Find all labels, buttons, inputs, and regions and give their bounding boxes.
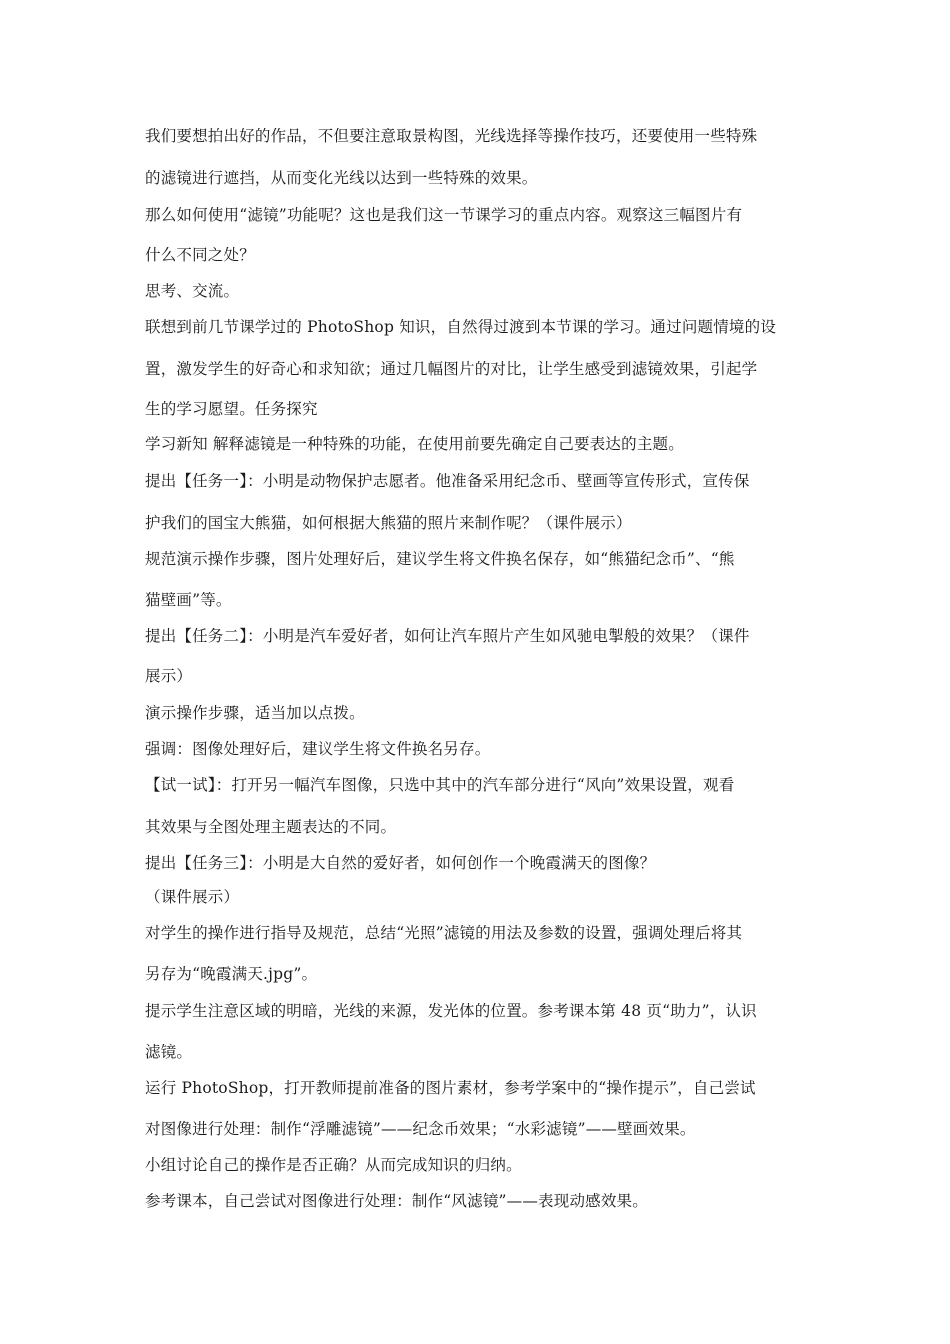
text-line: 提示学生注意区域的明暗，光线的来源，发光体的位置。参考课本第 48 页“助力”，认识 xyxy=(145,1002,757,1020)
text-line: 的滤镜进行遮挡，从而变化光线以达到一些特殊的效果。 xyxy=(145,169,538,187)
text-line: 思考、交流。 xyxy=(145,282,240,300)
text-line: 提出【任务一】：小明是动物保护志愿者。他准备采用纪念币、壁画等宣传形式，宣传保 xyxy=(145,472,750,490)
text-line: 猫壁画”等。 xyxy=(145,591,232,609)
text-line: 参考课本，自己尝试对图像进行处理：制作“风滤镜”——表现动感效果。 xyxy=(145,1192,648,1210)
text-line: 运行 PhotoShop，打开教师提前准备的图片素材，参考学案中的“操作提示”，自己尝试 xyxy=(145,1079,756,1097)
text-line: 联想到前几节课学过的 PhotoShop 知识，自然得过渡到本节课的学习。通过问题情境的设 xyxy=(145,318,777,336)
text-line: 那么如何使用“滤镜”功能呢？这也是我们这一节课学习的重点内容。观察这三幅图片有 xyxy=(145,206,743,224)
text-line: 其效果与全图处理主题表达的不同。 xyxy=(145,818,397,836)
text-line: （课件展示） xyxy=(145,888,240,906)
text-line: 强调：图像处理好后，建议学生将文件换名另存。 xyxy=(145,740,491,758)
text-line: 规范演示操作步骤，图片处理好后，建议学生将文件换名保存，如“熊猫纪念币”、“熊 xyxy=(145,550,735,568)
text-line: 另存为“晚霞满天.jpg”。 xyxy=(145,965,318,983)
text-line: 【试一试】：打开另一幅汽车图像，只选中其中的汽车部分进行“风向”效果设置，观看 xyxy=(145,776,735,794)
text-line: 护我们的国宝大熊猫，如何根据大熊猫的照片来制作呢？（课件展示） xyxy=(145,514,632,532)
text-line: 生的学习愿望。任务探究 xyxy=(145,400,318,418)
text-line: 对图像进行处理：制作“浮雕滤镜”——纪念币效果；“水彩滤镜”——壁画效果。 xyxy=(145,1120,696,1138)
text-line: 滤镜。 xyxy=(145,1043,193,1061)
text-line: 什么不同之处？ xyxy=(145,246,255,264)
text-line: 展示） xyxy=(145,667,193,685)
text-line: 对学生的操作进行指导及规范，总结“光照”滤镜的用法及参数的设置，强调处理后将其 xyxy=(145,924,743,942)
text-line: 提出【任务二】：小明是汽车爱好者，如何让汽车照片产生如风驰电掣般的效果？（课件 xyxy=(145,627,750,645)
text-line: 小组讨论自己的操作是否正确？从而完成知识的归纳。 xyxy=(145,1156,522,1174)
text-line: 演示操作步骤，适当加以点拨。 xyxy=(145,704,365,722)
text-line: 提出【任务三】：小明是大自然的爱好者，如何创作一个晚霞满天的图像？ xyxy=(145,854,656,872)
text-line: 置，激发学生的好奇心和求知欲；通过几幅图片的对比，让学生感受到滤镜效果，引起学 xyxy=(145,360,758,378)
text-line: 学习新知 解释滤镜是一种特殊的功能，在使用前要先确定自己要表达的主题。 xyxy=(145,435,684,453)
text-line: 我们要想拍出好的作品，不但要注意取景构图，光线选择等操作技巧，还要使用一些特殊 xyxy=(145,127,758,145)
